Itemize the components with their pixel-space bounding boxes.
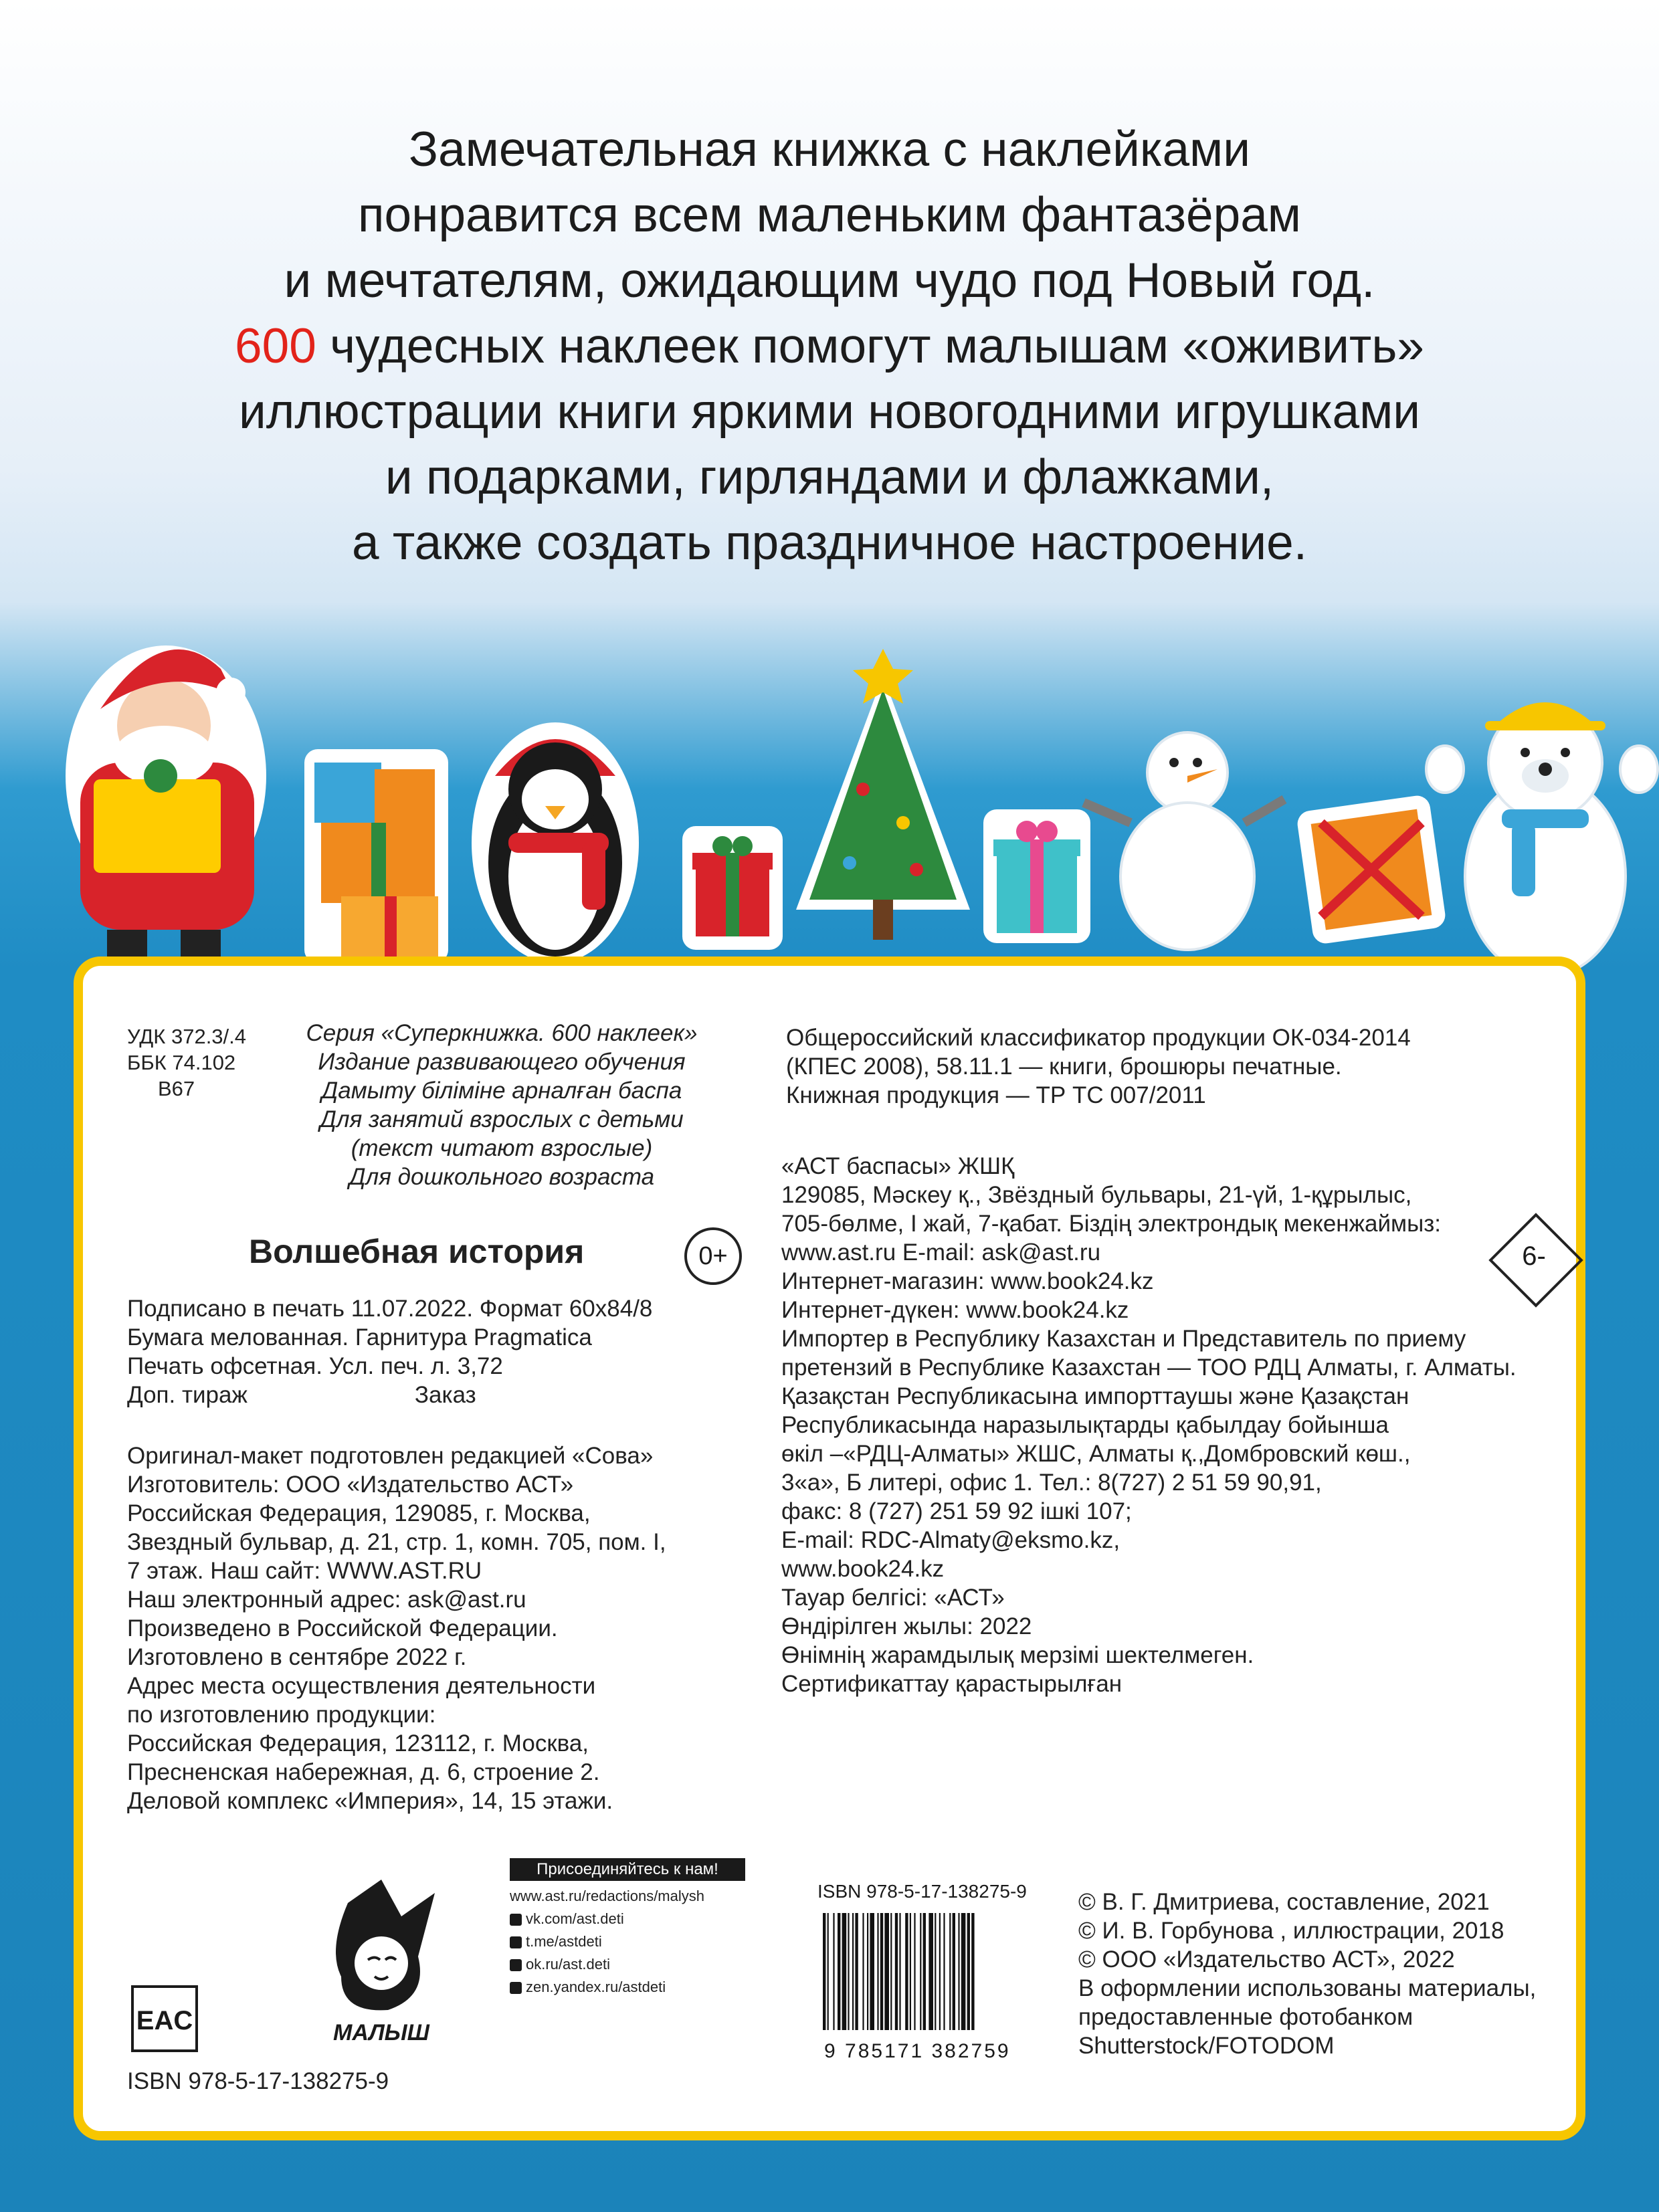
malysh-logo-icon	[301, 1876, 462, 2050]
telegram-icon	[510, 1936, 522, 1948]
classifier-line: (КПЕС 2008), 58.11.1 — книги, брошюры печатные.	[786, 1053, 1342, 1080]
series-info	[281, 1019, 722, 1191]
kz-line: Интернет-магазин: www.book24.kz	[781, 1268, 1154, 1294]
isbn-bottom: ISBN 978-5-17-138275-9	[127, 2068, 389, 2094]
series-line: Дамыту біліміне арналған баспа	[321, 1078, 682, 1104]
classification-codes	[127, 1023, 246, 1102]
orange-gift-illustration	[1296, 794, 1447, 945]
bbk-code: ББК 74.102	[127, 1051, 236, 1074]
santa-illustration	[66, 645, 266, 957]
publisher-line: Адрес места осуществления деятельности	[127, 1673, 596, 1699]
publisher-line: Пресненская набережная, д. 6, строение 2.	[127, 1759, 600, 1785]
intro-line: иллюстрации книги яркими новогодними игрушками	[238, 385, 1421, 439]
social-link-label: ok.ru/ast.deti	[526, 1956, 610, 1973]
kz-line: Интернет-дүкен: www.book24.kz	[781, 1297, 1129, 1323]
author-mark: В67	[158, 1077, 195, 1100]
intro-line: и мечтателям, ожидающим чудо под Новый год.	[284, 254, 1375, 308]
social-link-zen[interactable]	[510, 1976, 745, 1999]
publisher-line: Оригинал-макет подготовлен редакцией «Сова»	[127, 1443, 654, 1469]
ok-icon	[510, 1959, 522, 1971]
intro-line: и подарками, гирляндами и флажками,	[385, 450, 1274, 504]
publisher-line: Звездный бульвар, д. 21, стр. 1, комн. 705, пом. I,	[127, 1529, 666, 1555]
intro-line: понравится всем маленьким фантазёрам	[358, 188, 1301, 242]
intro-line: Замечательная книжка с наклейками	[408, 122, 1251, 177]
publisher-line: Произведено в Российской Федерации.	[127, 1615, 558, 1641]
kz-line: 705-бөлме, I жай, 7-қабат. Біздің электрондық мекенжаймыз:	[781, 1211, 1442, 1237]
copyright-line: © И. В. Горбунова , иллюстрации, 2018	[1078, 1918, 1504, 1944]
publisher-line: Деловой комплекс «Империя», 14, 15 этажи.	[127, 1788, 613, 1814]
kz-line: претензий в Республике Казахстан — ТОО РДЦ Алматы, г. Алматы.	[781, 1354, 1517, 1381]
publisher-line: 7 этаж. Наш сайт: WWW.AST.RU	[127, 1558, 482, 1584]
kz-line: www.book24.kz	[781, 1556, 945, 1582]
kz-line: факс: 8 (727) 251 59 92 ішкі 107;	[781, 1498, 1132, 1524]
site-link[interactable]: www.ast.ru/redactions/malysh	[510, 1888, 704, 1904]
eac-mark-text: EAC	[136, 2006, 193, 2035]
copyright-line: Shutterstock/FOTODOM	[1078, 2033, 1335, 2059]
print-line: Печать офсетная. Усл. печ. л. 3,72	[127, 1353, 503, 1379]
kz-line: Импортер в Республику Казахстан и Представитель по приему	[781, 1326, 1466, 1352]
zen-icon	[510, 1982, 522, 1994]
kz-line: өкіл –«РДЦ-Алматы» ЖШС, Алматы қ.,Домбровский көш.,	[781, 1441, 1411, 1467]
classifier-line: Книжная продукция — ТР ТС 007/2011	[786, 1082, 1206, 1108]
kz-line: Республикасында наразылықтарды қабылдау бойынша	[781, 1412, 1389, 1438]
social-link-label: zen.yandex.ru/astdeti	[526, 1979, 666, 1995]
kz-line: Қазақстан Республикасына импорттаушы және Қазақстан	[781, 1383, 1409, 1409]
kz-line: www.ast.ru E-mail: ask@ast.ru	[781, 1239, 1101, 1266]
sticker-illustrations	[0, 0, 1659, 977]
malysh-logo-text: МАЛЫШ	[333, 2020, 429, 2045]
social-link-vk[interactable]	[510, 1908, 745, 1930]
copyright-line: В оформлении использованы материалы,	[1078, 1975, 1537, 2001]
order-label: Заказ	[414, 1382, 476, 1408]
gift-stack-illustration	[304, 749, 448, 963]
publisher-info	[127, 1441, 666, 1815]
publisher-line: Наш электронный адрес: ask@ast.ru	[127, 1587, 526, 1613]
intro-line-rest: чудесных наклеек помогут малышам «оживить»	[316, 319, 1424, 373]
kazakhstan-info	[781, 1152, 1517, 1698]
social-link-telegram[interactable]	[510, 1930, 745, 1953]
print-line: Подписано в печать 11.07.2022. Формат 60x84/8	[127, 1296, 653, 1322]
kz-line: «АСТ баспасы» ЖШҚ	[781, 1153, 1015, 1179]
publisher-line: Российская Федерация, 129085, г. Москва,	[127, 1500, 591, 1526]
udk-code: УДК 372.3/.4	[127, 1025, 247, 1048]
social-link-label: t.me/astdeti	[526, 1933, 602, 1950]
kz-line: Тауар белгісі: «АСТ»	[781, 1585, 1005, 1611]
copyright-line: © В. Г. Дмитриева, составление, 2021	[1078, 1889, 1490, 1915]
print-info	[127, 1294, 652, 1409]
barcode-digits: 9 785171 382759	[824, 2040, 1011, 2062]
kz-line: Өндірілген жылы: 2022	[781, 1613, 1032, 1639]
sticker-count: 600	[235, 319, 316, 373]
publisher-line: Изготовлено в сентябре 2022 г.	[127, 1644, 467, 1670]
isbn-top: ISBN 978-5-17-138275-9	[817, 1881, 1027, 1902]
series-line: Серия «Суперкнижка. 600 наклеек»	[306, 1020, 698, 1046]
print-run-label: Доп. тираж	[127, 1382, 248, 1408]
kz-line: Сертификаттау қарастырылған	[781, 1671, 1123, 1697]
social-header: Присоединяйтесь к нам!	[510, 1858, 745, 1881]
book-title: Волшебная история	[249, 1233, 585, 1270]
kz-line: Өнімнің жарамдылық мерзімі шектелмеген.	[781, 1642, 1254, 1668]
copyright-info	[1078, 1888, 1536, 2060]
snowman-illustration	[1084, 732, 1284, 950]
copyright-line: © ООО «Издательство АСТ», 2022	[1078, 1946, 1455, 1973]
series-line: Для занятий взрослых с детьми	[320, 1106, 684, 1132]
series-line: Издание развивающего обучения	[318, 1049, 686, 1075]
publisher-line: Российская Федерация, 123112, г. Москва,	[127, 1730, 589, 1756]
blue-gift-illustration	[983, 809, 1090, 943]
kz-line: 3«а», Б литері, офис 1. Тел.: 8(727) 2 51 59 90,91,	[781, 1470, 1322, 1496]
barcode-icon	[816, 1913, 1044, 2033]
series-line: (текст читают взрослые)	[351, 1135, 653, 1161]
age-rating-badge: 0+	[684, 1227, 742, 1285]
eac-mark-icon	[131, 1985, 198, 2052]
classifier-line: Общероссийский классификатор продукции ОК-034-2014	[786, 1025, 1411, 1051]
copyright-line: предоставленные фотобанком	[1078, 2004, 1413, 2030]
social-link-ok[interactable]	[510, 1953, 745, 1976]
publisher-line: Изготовитель: ООО «Издательство АСТ»	[127, 1472, 574, 1498]
polar-bear-illustration	[1426, 702, 1658, 977]
penguin-illustration	[472, 722, 639, 963]
product-classifier	[786, 1023, 1411, 1110]
kz-age-rating: 6-	[1522, 1241, 1546, 1271]
series-line: Для дошкольного возраста	[349, 1164, 655, 1190]
christmas-tree-illustration	[796, 649, 970, 940]
kz-line: 129085, Мәскеу қ., Звёздный бульвары, 21-үй, 1-құрылыс,	[781, 1182, 1412, 1208]
social-links	[510, 1858, 745, 1999]
publisher-line: по изготовлению продукции:	[127, 1702, 436, 1728]
small-gift-illustration	[682, 826, 783, 950]
social-link-label: vk.com/ast.deti	[526, 1910, 624, 1927]
print-extra-line	[127, 1381, 652, 1409]
kz-line: E-mail: RDC-Almaty@eksmo.kz,	[781, 1527, 1120, 1553]
intro-line: а также создать праздничное настроение.	[352, 516, 1307, 570]
vk-icon	[510, 1914, 522, 1926]
print-line: Бумага мелованная. Гарнитура Pragmatica	[127, 1324, 592, 1350]
